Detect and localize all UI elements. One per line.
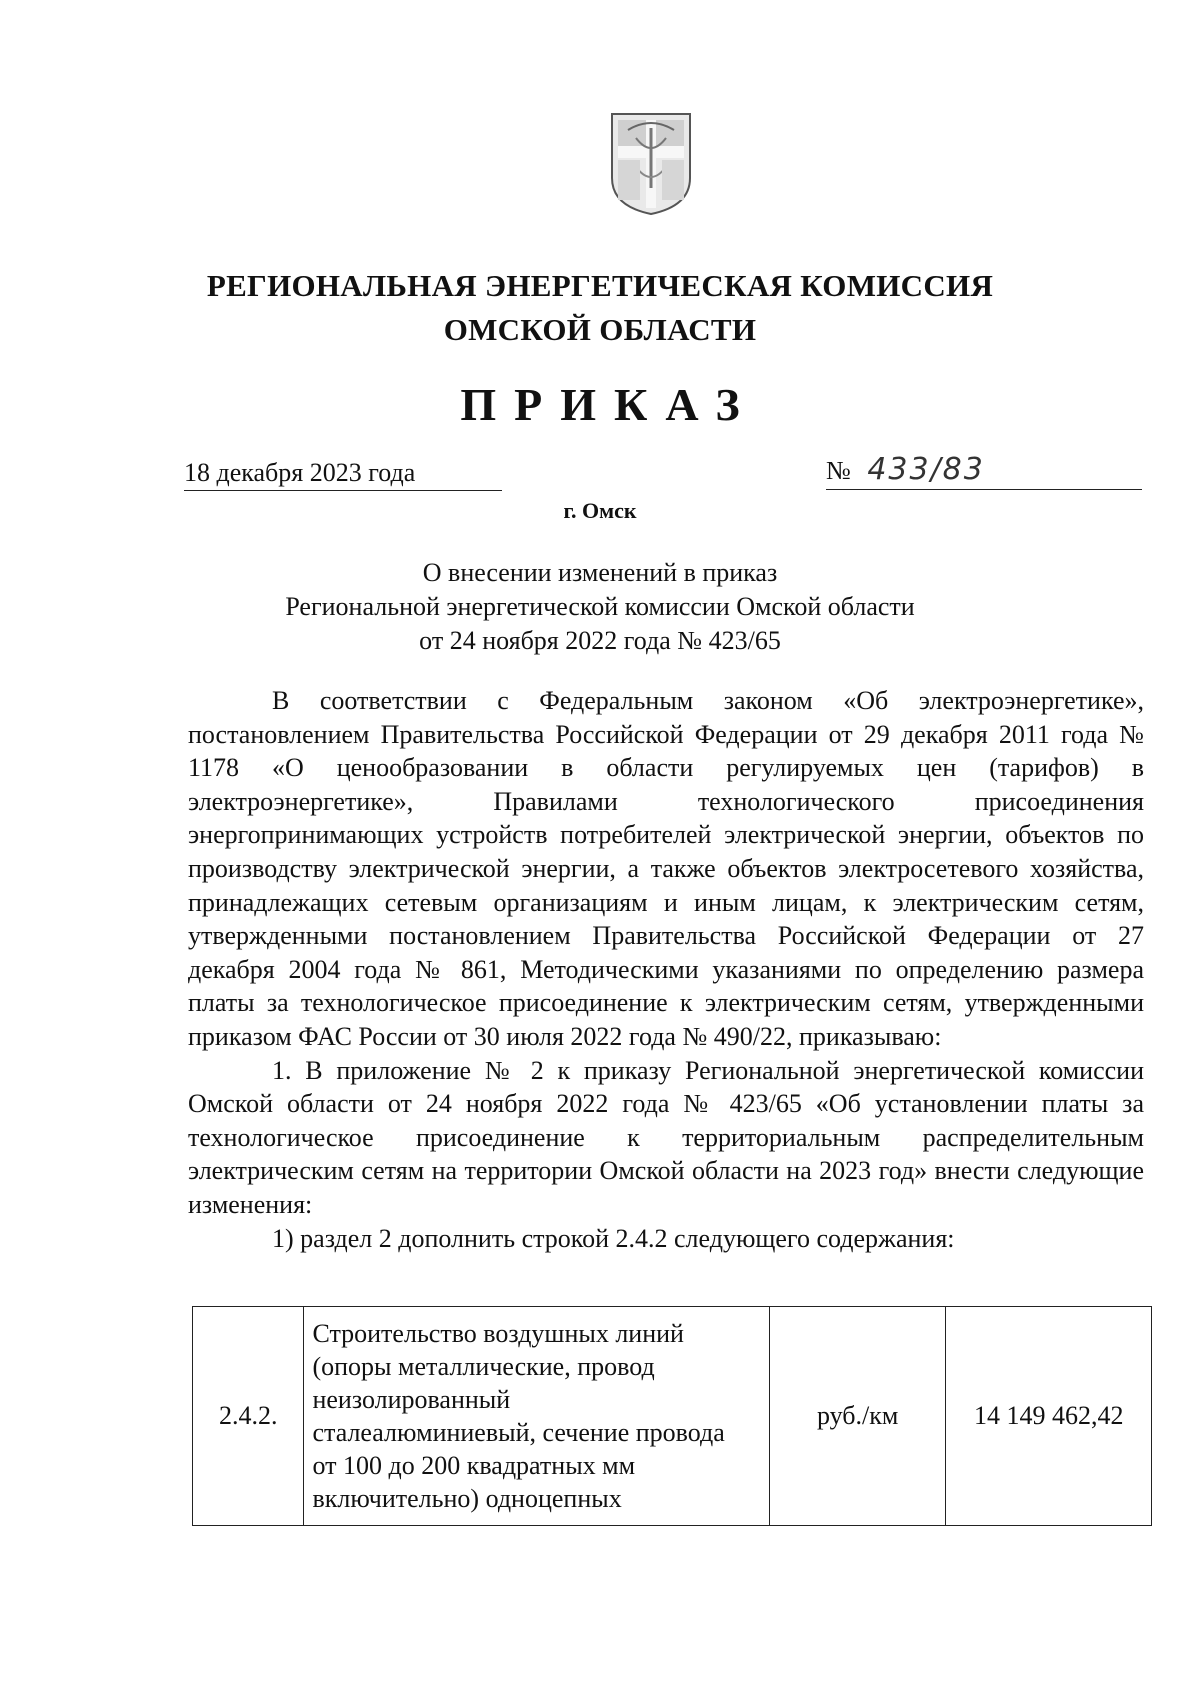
row-unit: руб./км <box>769 1307 946 1526</box>
number-sign: № <box>826 456 851 485</box>
organization-name-line2: ОМСКОЙ ОБЛАСТИ <box>443 312 757 347</box>
tariff-table <box>192 1306 1152 1526</box>
table-row <box>193 1307 1152 1526</box>
document-number-field <box>826 452 1142 490</box>
omsk-coat-of-arms-icon <box>606 108 696 218</box>
document-date: 18 декабря 2023 года <box>184 458 502 491</box>
document-number: 433/83 <box>867 452 985 487</box>
row-value: 14 149 462,42 <box>946 1307 1152 1526</box>
description-line: от 100 до 200 квадратных мм <box>312 1451 636 1480</box>
description-line: сталеалюминиевый, сечение провода <box>312 1418 725 1447</box>
document-city: г. Омск <box>563 498 637 523</box>
subject-line: от 24 ноября 2022 года № 423/65 <box>419 626 781 655</box>
subject-line: О внесении изменений в приказ <box>422 558 778 587</box>
document-subject <box>0 556 1200 658</box>
row-code: 2.4.2. <box>193 1307 304 1526</box>
organization-name-line1: РЕГИОНАЛЬНАЯ ЭНЕРГЕТИЧЕСКАЯ КОМИССИЯ <box>206 268 994 303</box>
preamble-paragraph: В соответствии с Федеральным законом «Об электроэнергетике», постановлением Правительства Российской Федерации от 29 декабря 2011 года № 1178 «О ценообразовании в области регулируемых цен (тарифов) в электроэнергетике», Правилами технологического присоединения энергопринимающих устройств потребителей электрической энергии, объектов по производству электрической энергии, а также объектов электросетевого хозяйства, принадлежащих сетевым организациям и иным лицам, к электрическим сетям, утвержденными постановлением Правительства Российской Федерации от 27 декабря 2004 года № 861, Методическими указаниями по определению размера платы за технологическое присоединение к электрическим сетям, утвержденными приказом ФАС России от 30 июля 2022 года № 490/22, приказываю: <box>188 686 1144 1051</box>
item-1-paragraph: 1. В приложение № 2 к приказу Региональной энергетической комиссии Омской области от 24 ноября 2022 года № 423/65 «Об установлении платы за технологическое присоединение к территориальным распределительным электрическим сетям на территории Омской области на 2023 год» внести следующие изменения: <box>188 1055 1144 1219</box>
item-1-subitem-1-paragraph: 1) раздел 2 дополнить строкой 2.4.2 следующего содержания: <box>272 1223 955 1253</box>
row-description <box>304 1307 769 1526</box>
description-line: включительно) одноцепных <box>312 1484 622 1513</box>
document-body <box>188 684 1144 1255</box>
description-line: (опоры металлические, провод <box>312 1352 655 1381</box>
document-type-title: ПРИКАЗ <box>460 379 758 430</box>
description-line: Строительство воздушных линий <box>312 1319 684 1348</box>
subject-line: Региональной энергетической комиссии Омской области <box>285 592 915 621</box>
description-line: неизолированный <box>312 1385 511 1414</box>
